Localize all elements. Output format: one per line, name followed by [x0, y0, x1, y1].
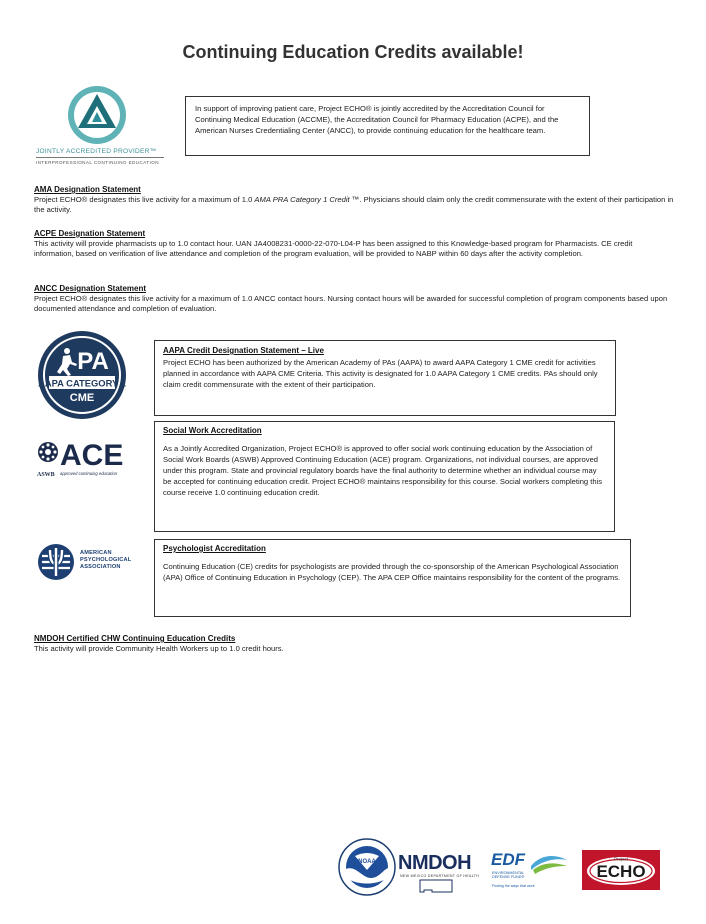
aapa-logo-cme: CME	[69, 392, 95, 404]
psi-icon	[36, 542, 76, 582]
acpe-heading: ACPE Designation Statement	[34, 229, 146, 238]
nmdoh-logo-text: NMDOH	[398, 852, 472, 874]
acpe-text: This activity will provide pharmacists up to 1.0 contact hour. UAN JA4008231-0000-22-070-L04-P has been assigned to this Knowledge-based program for Pharmacists. CE credit information, based on verification of live attendance and completion of the program evaluation, will be provided to NABP within 60 days after the activity completion.	[34, 239, 633, 258]
ja-triangle-icon	[66, 84, 128, 146]
apa-logo-text	[80, 550, 131, 571]
aapa-heading: AAPA Credit Designation Statement – Live	[163, 346, 324, 355]
new-mexico-outline-icon	[418, 879, 458, 893]
noaa-logo-text: NOAA	[358, 859, 376, 865]
ama-text-after: . Physicians should claim only the credit commensurate with the extent of their participation in the activity.	[34, 195, 674, 214]
ja-logo-rule	[36, 157, 164, 158]
chw-heading: NMDOH Certified CHW Continuing Education Credits	[34, 634, 236, 643]
nmdoh-logo-subtitle: NEW MEXICO DEPARTMENT OF HEALTH	[400, 874, 480, 878]
ama-text-before: Project ECHO® designates this live activity for a maximum of 1.0	[34, 195, 255, 204]
ancc-heading: ANCC Designation Statement	[34, 284, 147, 293]
page-title: Continuing Education Credits available!	[182, 42, 524, 62]
echo-logo-text: ECHO	[596, 862, 646, 881]
edf-logo-sub1: ENVIRONMENTAL	[492, 871, 525, 875]
chw-text: This activity will provide Community Health Workers up to 1.0 credit hours.	[34, 644, 284, 653]
edf-logo-subtitle	[492, 871, 524, 879]
ancc-text: Project ECHO® designates this live activity for a maximum of 1.0 ANCC contact hours. Nursing contact hours will be awarded for successful completion of program components based upon documented attendance and completion of evaluation.	[34, 294, 668, 313]
ace-logo-tagline: approved continuing education	[60, 471, 118, 476]
edf-swoosh-icon	[529, 852, 569, 874]
ama-credit: AMA PRA Category 1 Credit ™	[254, 195, 360, 204]
echo-logo-small: Project	[613, 856, 629, 862]
nmdoh-logo	[398, 838, 488, 896]
psychologist-heading: Psychologist Accreditation	[163, 544, 266, 553]
edf-logo	[491, 838, 575, 896]
ace-logo-aswb: ASWB	[37, 472, 55, 478]
chw-section	[34, 634, 674, 654]
ace-logo-text: ACE	[60, 439, 124, 472]
psychologist-box	[154, 539, 631, 617]
aswb-ace-logo	[36, 434, 130, 480]
apa-logo-line3: ASSOCIATION	[80, 564, 121, 570]
psychologist-text: Continuing Education (CE) credits for psychologists are provided through the co-sponsorship of the American Psychological Association (APA) Office of Continuing Education in Psychology (CEP). The APA CEP Office maintains responsibility for the content of the programs.	[163, 562, 621, 582]
acpe-section	[34, 229, 674, 259]
edf-logo-sub2: DEFENSE FUND®	[492, 875, 525, 880]
ja-logo-line2: INTERPROFESSIONAL CONTINUING EDUCATION	[36, 160, 159, 165]
apa-logo-line2: PSYCHOLOGICAL	[80, 557, 132, 563]
aapa-logo-category: AAPA CATEGORY 1	[38, 377, 126, 389]
aapa-text: Project ECHO has been authorized by the American Academy of PAs (AAPA) to award AAPA Category 1 CME credit for activities planned in accordance with AAPA CME Criteria. This activity is designated for 1.0 AAPA Category 1 CME credits. PAs should only claim credit commensurate with the extent of their participation.	[163, 358, 598, 389]
ama-heading: AMA Designation Statement	[34, 185, 141, 194]
aapa-logo-pa: PA	[77, 348, 109, 375]
social-work-text: As a Jointly Accredited Organization, Project ECHO® is approved to offer social work continuing education by the Association of Social Work Boards (ASWB) Approved Continuing Education (ACE) program. Organizations, not individual courses, are approved under this program. State and provincial regulatory boards have the final authority to determine whether an individual course may be accepted for continuing education credit. Project ECHO® maintains responsibility for this course. Social workers completing this course receive 1.0 continuing education credit.	[163, 444, 603, 497]
social-work-heading: Social Work Accreditation	[163, 426, 262, 435]
edf-logo-tagline: Finding the ways that work	[492, 884, 535, 888]
edf-logo-text: EDF	[491, 850, 525, 869]
project-echo-logo	[582, 838, 660, 896]
apa-logo-line1: AMERICAN	[80, 550, 112, 556]
ja-logo-line1: JOINTLY ACCREDITED PROVIDER™	[36, 148, 157, 155]
noaa-logo	[338, 838, 396, 896]
aapa-category1-cme-logo	[36, 329, 128, 421]
jointly-accredited-logo	[36, 84, 176, 166]
social-work-box	[154, 421, 615, 532]
apa-logo	[36, 542, 132, 586]
ancc-section	[34, 284, 674, 314]
ama-section	[34, 185, 674, 215]
ama-text	[34, 195, 674, 215]
aapa-statement-box	[154, 340, 616, 416]
joint-accreditation-statement: In support of improving patient care, Project ECHO® is jointly accredited by the Accreditation Council for Continuing Medical Education (ACCME), the Accreditation Council for Pharmacy Education (ACPE), and the American Nurses Credentialing Center (ANCC), to provide continuing education for the healthcare team.	[185, 96, 590, 156]
